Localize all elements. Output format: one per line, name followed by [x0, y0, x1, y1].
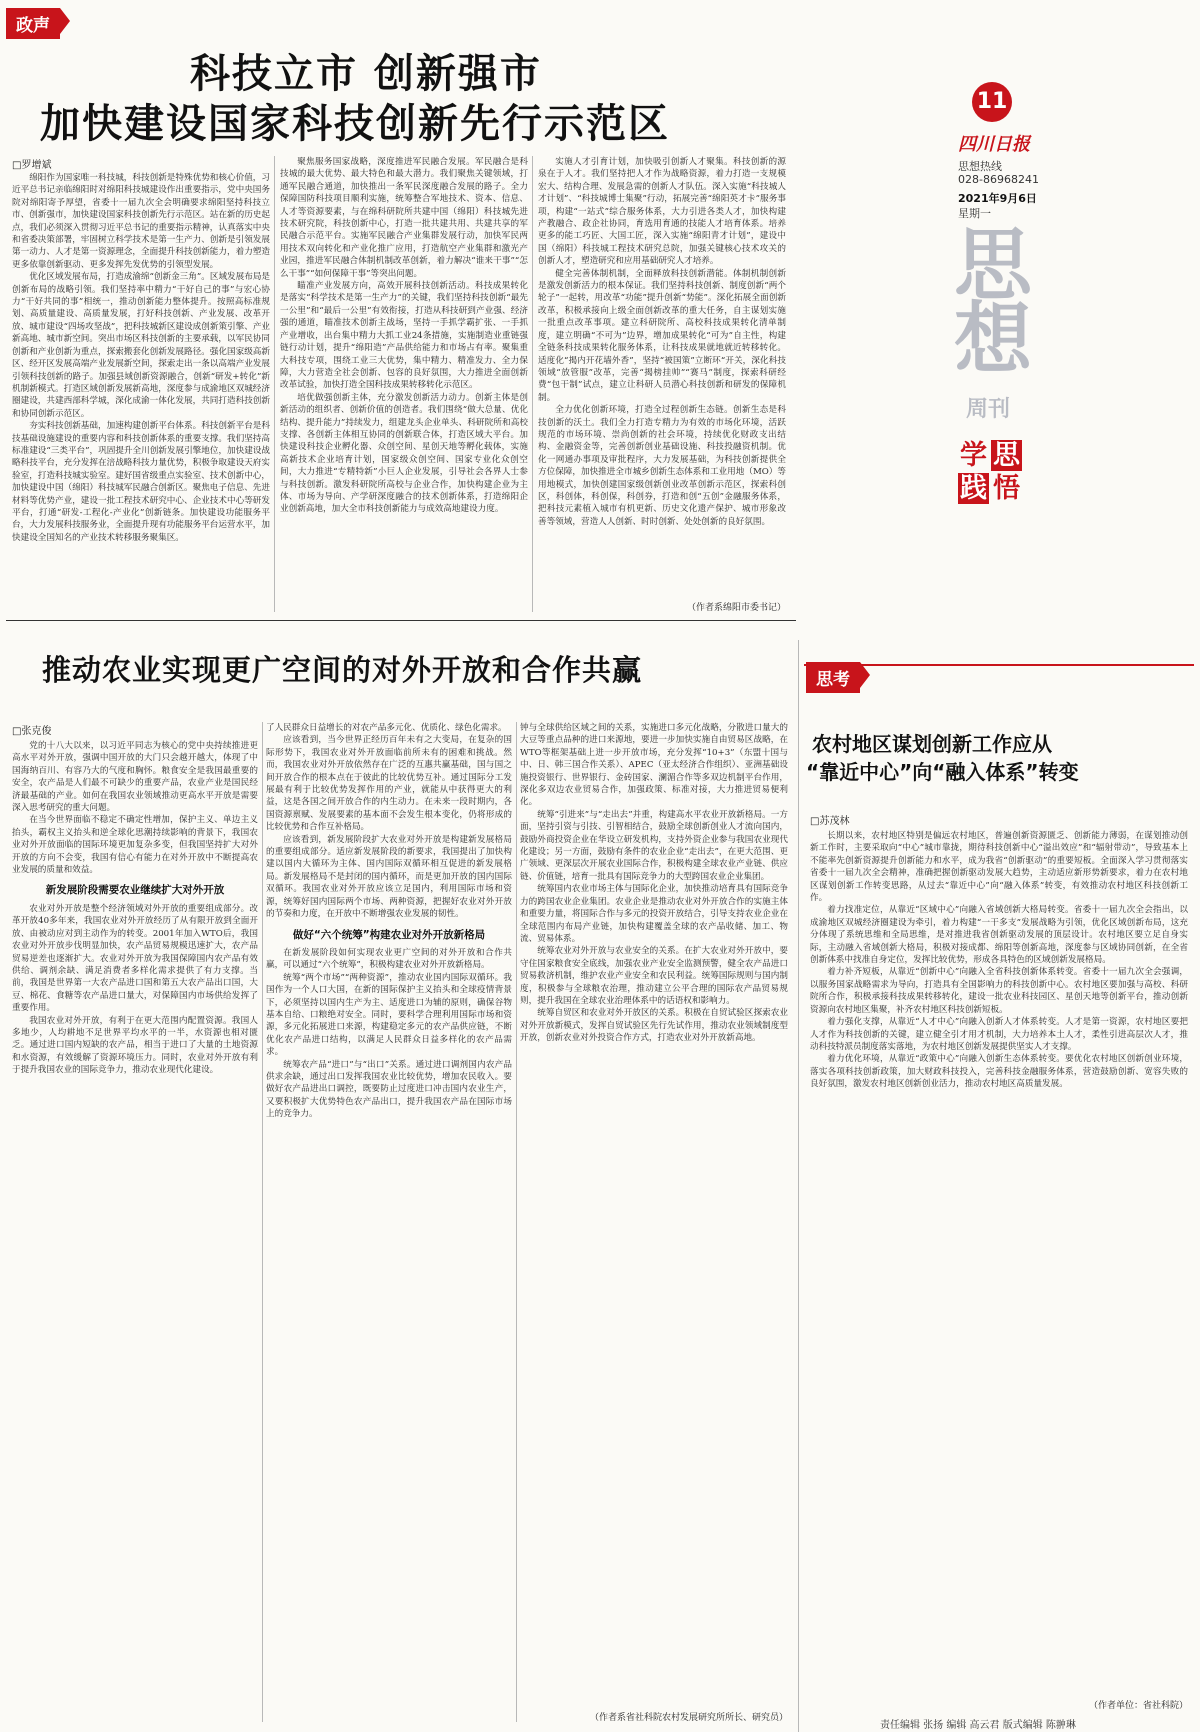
paragraph: 在新发展阶段如何实现农业更广空间的对外开放和合作共赢，可以通过“六个统筹”，积极构建农业对外开放新格局。 — [266, 947, 512, 971]
seal-emblem — [958, 440, 1024, 506]
paragraph: 统筹自贸区和农业对外开放区的关系。积极在自贸试验区探索农业对外开放新模式，发挥自贸试验区先行先试作用，推动农业领域制度型开放，创新农业对外投资合作方式，打造农业对外开放新高地。 — [520, 1008, 788, 1044]
article2-title: 推动农业实现更广空间的对外开放和合作共赢 — [42, 653, 643, 687]
paragraph: 钟与全球供给区域之间的关系，实施进口多元化战略，分散进口量大的大豆等重点品种的进口来源地，要进一步加快实施自由贸易区战略，在WTO等框架基础上进一步开放市场，充分发挥“10+3”（东盟十国与中、日、韩三国合作关系）、APEC（亚太经济合作组织）、亚洲基础设施投资银行、世界银行、金砖国家、澜湄合作等多双边机制平台作用，深化多双边农业贸易合作，加强政策、标准对接，大力推进贸易便利化。 — [520, 723, 788, 808]
section-tag-zhengsheng: 政声 — [6, 8, 60, 39]
article1-column-3 — [538, 156, 786, 596]
column-divider — [516, 722, 517, 1722]
article2-author-note: （作者系省社科院农村发展研究所所长、研究员） — [589, 1713, 788, 1723]
article1-title-line2: 加快建设国家科技创新先行示范区 — [40, 101, 670, 147]
weekly-title-char-2: 想 — [953, 294, 1032, 385]
paragraph: 农业对外开放是整个经济领域对外开放的重要组成部分。改革开放40多年来，我国农业对外开放经历了从有限开放到全面开放、由被动应对到主动作为的转变。2001年加入WTO后，我国农业对外开放步伐明显加快，农产品贸易规模迅速扩大，农产品贸易逆差也逐渐扩大。农业对外开放为我国保障国内农产品有效供给、调剂余缺、满足消费者多样化需求提供了有力支撑。当前，我国是世界第一大农产品进口国和第五大农产品出口国，大豆、棉花、食糖等农产品进口量大，对保障国内市场供给发挥了重要作用。 — [12, 903, 258, 1014]
paragraph: 应该看到，新发展阶段扩大农业对外开放是构建新发展格局的重要组成部分。适应新发展阶段的新要求，我国提出了加快构建以国内大循环为主体、国内国际双循环相互促进的新发展格局。新发展格局不是封闭的国内循环，而是更加开放的国内国际双循环。我国农业对外开放应该立足国内，利用国际市场和资源，统筹好国内国际两个市场、两种资源，把握好农业对外开放的节奏和力度，在开放中不断增强农业发展的韧性。 — [266, 834, 512, 920]
paragraph: 全力优化创新环境，打造全过程创新生态链。创新生态是科技创新的沃土。我们全力打造专精力为有效的市场化环境，活跃规范的市场环境、崇尚创新的社会环境，持续优化财政支出结构、金融资金等，完善创新创业基础设施、科技投融资机制。优化一网通办事项及审批程序，大力发展基础，为科技创新提供全方位保障，加快推进全市城乡创新生态体系和工业用地（MO）等用地模式，加快创建国家级创新创业改革创新示范区，探索科创区，科创体，科创保，科创券，打造和创“五创”金融服务体系，把科技元素植入城市有机更新、历史文化遗产保护、城市形象改善等领域，营造人人创新、时时创新、处处创新的良好氛围。 — [538, 405, 786, 527]
section-divider — [6, 620, 796, 621]
paragraph: 着力找准定位，从靠近“区域中心”向融入省域创新大格局转变。省委十一届九次全会指出，以成渝地区双城经济圈建设为牵引，着力构建“一干多支”发展战略为引领，优化区域创新布局，这充分体现了系统思维和全局思维，是对推进我省创新驱动发展的顶层设计。农村地区要立足自身实际，主动融入省域创新大格局，积极对接成都、绵阳等创新高地，深度参与区域协同创新，在全省创新体系中找准自身定位，发挥比较优势，形成各具特色的区域创新发展格局。 — [810, 905, 1188, 966]
page-number-badge: 11 — [972, 82, 1012, 122]
paragraph: 统筹“两个市场”“两种资源”，推动农业国内国际双循环。我国作为一个人口大国，在新的国际保护主义抬头和全球疫情背景下，必须坚持以国内生产为主、适度进口为辅的原则，确保谷物基本自给、口粮绝对安全。同时，要科学合理利用国际市场和资源，多元化拓展进口来源，构建稳定多元的农产品供应链，不断优化农产品进口结构，以满足人民群众日益多样化的农产品需求。 — [266, 972, 512, 1058]
column-divider — [262, 722, 263, 1722]
article3-column — [810, 830, 1188, 1696]
paragraph: 着力优化环境，从靠近“政策中心”向融入创新生态体系转变。要优化农村地区创新创业环境，落实各项科技创新政策，加大财政科技投入，完善科技金融服务体系，营造鼓励创新、宽容失败的良好氛围，激发农村地区创新创业活力，推动农村地区高质量发展。 — [810, 1054, 1188, 1090]
paragraph: 培优做强创新主体，充分激发创新活力动力。创新主体是创新活动的组织者、创新价值的创造者。我们围绕“做大总量、优化结构、提升能力”持续发力，组建龙头企业单头、科研院所和高校支撑、各创新主体相互协同的创新联合体，打造区域大平台。加快建设科技企业孵化器、众创空间、星创天地等孵化载体，实施高新技术企业培育计划，国家级众创空间、国家专业化众创空间，大力推进“专精特新”小巨人企业发展，引导社会各界人士参与科技创新。激发科研院所高校与企业合作，加快构建企业为主体、市场为导向、产学研深度融合的技术创新体系，打造绵阳企业创新高地，加大全市科技创新能力与成效高地建设力度。 — [280, 392, 528, 515]
subheading: 做好“六个统筹”构建农业对外开放新格局 — [292, 928, 486, 941]
article2-column-2 — [266, 722, 512, 1722]
article1-column-2 — [280, 156, 528, 612]
paragraph: 着力补齐短板，从靠近“创新中心”向融入全省科技创新体系转变。省委十一届九次全会强调，以服务国家战略需求为导向，打造具有全国影响力的科技创新中心。农村地区要加强与高校、科研院所合作，积极承接科技成果转移转化，建设一批农业科技园区、星创天地等创新平台，推动创新资源向农村地区集聚，补齐农村地区科技创新短板。 — [810, 967, 1188, 1015]
paragraph: 统筹国内农业市场主体与国际化企业，加快推动培育具有国际竞争力的跨国农业企业集团。农业企业是推动农业对外开放合作的实施主体和重要力量，将国际合作与多元的投资开放结合，引导支持农业企业在全球范围内布局产业链，加快构建覆盖全球的农产品收储、加工、物流、贸易体系。 — [520, 884, 788, 944]
paragraph: 我国农业对外开放，有利于在更大范围内配置资源。我国人多地少，人均耕地不足世界平均水平的一半，水资源也相对匮乏。通过进口国内短缺的农产品，相当于进口了大量的土地资源和水资源，有效缓解了资源环境压力。同时，农业对外开放有利于提升我国农业的国际竞争力，推动农业现代化建设。 — [12, 1015, 258, 1076]
article1-byline: □罗增斌 — [12, 160, 52, 171]
paragraph: 聚焦服务国家战略，深度推进军民融合发展。军民融合是科技城的最大优势、最大特色和最大潜力。我们聚焦关键领域，打通军民融合通道，加快推出一条军民深度融合发展的路子。全力保障国防科技项目顺利实施，统筹整合军地技术、资本、信息、人才等资源要素，与在绵科研院所共建中国（绵阳）科技城先进技术研究院，科技创新中心，打造一批共建共用、共建共享的军民融合示范平台。实施军民融合产业集群发展行动，加快军民两用技术双向转化和产业化推广应用，打造航空产业集群和激光产业园，推进军民融合体制机制改革创新，着力解决“谁来干事”“怎么干事”“如何保障干事”等突出问题。 — [280, 157, 528, 279]
article2-column-3 — [520, 722, 788, 1706]
article1-title-line1: 科技立市 创新强市 — [190, 51, 542, 97]
column-divider — [532, 156, 533, 612]
paragraph: 应该看到，当今世界正经历百年未有之大变局，在复杂的国际形势下，我国农业对外开放面临前所未有的困难和挑战。然而，我国农业对外开放依然存在广泛的互惠共赢基础，国与国之间开放合作的根本点在于彼此的比较优势互补。通过国际分工发展最有利于比较优势发挥作用的产业，就能从中获得更大的利益，这是各国之间开放合作的内生动力。在未来一段时期内，各国资源禀赋、发展要素的基本面不会发生根本变化，仍将形成的比较优势和合作互补格局。 — [266, 735, 512, 833]
column-divider — [798, 640, 799, 1732]
article1-author-note: （作者系绵阳市委书记） — [686, 603, 786, 613]
paragraph: 着力强化支撑，从靠近“人才中心”向融入创新人才体系转变。人才是第一资源，农村地区要把人才作为科技创新的关键，建立健全引才用才机制，大力培养本土人才，柔性引进高层次人才，推动科技特派员制度落实落地，为农村地区创新发展提供坚实人才支撑。 — [810, 1017, 1188, 1052]
paragraph: 实施人才引育计划，加快吸引创新人才聚集。科技创新的源泉在于人才。我们坚持把人才作为战略资源，着力打造一支规模宏大、结构合理、发展急需的创新人才队伍。深入实施“科技城人才计划”、“科技城博士集聚”行动，拓展完善“绵阳英才卡”服务事项，构建“一站式”综合服务体系，大力引进各类人才，加快构建产教融合、政企社协同，育选用育通的技能人才培育体系。培养更多的能工巧匠、大国工匠，深入实施“绵阳青才计划”，建设中国（绵阳）科技城工程技术研究总院，加强关键核心技术攻关的创新人才，塑造研究和应用基础研究人才培养。 — [538, 157, 786, 267]
weekly-title-char-1: 思 — [953, 220, 1032, 311]
article3-author-note: （作者单位：省社科院） — [1088, 1701, 1188, 1711]
article3-title-line2: “靠近中心”向“融入体系”转变 — [806, 760, 1079, 784]
seal-char: 思 — [993, 440, 1020, 471]
paragraph: 夯实科技创新基础，加速构建创新平台体系。科技创新平台是科技基础设施建设的重要内容和科技创新体系的重要支撑。我们坚持高标准建设“三类平台”，巩固提升全川创新发展引擎地位，加快建设战略科技平台，充分发挥在涪战略科技力量优势，积极争取建设天府实验室，打造科技城实验室。建好国省级重点实验室、技术创新中心，加快建设中国（绵阳）科技城军民融合创新区。聚焦电子信息、先进材料等优势产业，建设一批工程技术研究中心、企业技术中心等研发平台，打通“研发-工程化-产业化”创新链条。加快建设功能服务平台，大力发展科技服务业，全面提升现有功能服务平台运营水平，加快建设全国知名的产业技术转移服务聚集区。 — [12, 421, 270, 543]
paragraph: 长期以来，农村地区特别是偏远农村地区，普遍创新资源匮乏、创新能力薄弱，在谋划推动创新工作时，主要采取向“中心”城市靠拢，期待科技创新中心“溢出效应”和“辐射带动”，导致基本上不能率先创新资源提升创新能力和水平，成为我省“创新驱动”的重要短板。全面深入学习贯彻落实省委十一届九次全会精神，准确把握创新驱动发展大趋势，主动适应新形势新要求，着力在农村地区谋划创新工作转变思路，从过去“靠近中心”向“融入体系”转变，有效推动农村地区科技创新工作。 — [810, 831, 1188, 904]
paper-logo: 四川日报 — [958, 134, 1030, 155]
hotline-number: 028-86968241 — [958, 173, 1039, 186]
paragraph: 健全完善体制机制，全面释放科技创新潜能。体制机制创新是激发创新活力的根本保证。我们坚持科技创新、制度创新“两个轮子”一起转，用改革“功能”提升创新“势能”。深化拓展全面创新改革，积极承接向上级全面创新改革的重大任务，自主谋划实施一批重点改革事项。建立科研院所、高校科技成果转化清单制度，建立明确“不可为”边界，增加成果转化“可为”自主性，构建全链条科技成果转化服务体系，让科技成果就地就近转移转化。适度化“揭内开花墙外香”，坚持“被国策”立断环“开关，深化科技领域“放管服”改革，完善“揭榜挂帅”“赛马”制度，探索科研经费“包干制”试点，建立让科研人员潜心科技创新和研发的保障机制。 — [538, 268, 786, 403]
seal-char: 学 — [960, 440, 987, 471]
paragraph: 了人民群众日益增长的对农产品多元化、优质化、绿色化需求。 — [266, 723, 507, 733]
weekly-label: 周刊 — [966, 397, 1011, 422]
paragraph: 党的十八大以来，以习近平同志为核心的党中央持续推进更高水平对外开放，强调中国开放的大门只会越开越大，体现了中国海纳百川、有容乃大的气度和胸怀。粮食安全是我国最重要的安全，农产品是人们最不可缺少的重要产品，农业产业是国民经济最基础的产业。如何在我国农业领域推动更高水平开放是需要深入思考研究的重大问题。 — [12, 741, 258, 814]
column-divider — [274, 156, 275, 612]
paragraph: 统筹“引进来”与“走出去”并重，构建高水平农业开放新格局。一方面，坚持引资与引技、引智相结合，鼓励全球创新创业人才流向国内，鼓励外商投资企业在华设立研发机构，支持外资企业参与我国农业现代化建设；另一方面，鼓励有条件的农业企业“走出去”，在更大范围、更广领域、更深层次开展农业国际合作，积极构建全球农业产业链、供应链、价值链，培育一批具有国际竞争力的大型跨国农业企业集团。 — [520, 809, 788, 882]
article3-title-line1: 农村地区谋划创新工作应从 — [812, 732, 1052, 756]
seal-char: 践 — [960, 473, 987, 504]
issue-weekday: 星期一 — [958, 207, 991, 220]
issue-date: 2021年9月6日 — [958, 192, 1037, 205]
paragraph: 统筹农业对外开放与农业安全的关系。在扩大农业对外开放中，要守住国家粮食安全底线，加强农业产业安全监测预警，健全农产品进口贸易救济机制，维护农业产业安全和农民利益。统筹国际规则与国内制度，积极参与全球粮农治理，推动建立公平合理的国际农产品贸易规则，提升我国在全球农业治理体系中的话语权和影响力。 — [520, 946, 788, 1006]
subheading: 新发展阶段需要农业继续扩大对外开放 — [45, 884, 225, 897]
paragraph: 在当今世界面临不稳定不确定性增加，保护主义、单边主义抬头，霸权主义抬头和逆全球化思潮持续影响的背景下，我国农业对外开放面临的国际环境更加复杂多变，但我国坚持扩大对外开放的方向不会变，我国有信心有能力在对外开放中不断提高农业发展的质量和效益。 — [12, 815, 258, 876]
hotline-label: 思想热线 — [958, 160, 1002, 173]
seal-char: 悟 — [993, 473, 1020, 504]
paragraph: 瞄准产业发展方向，高效开展科技创新活动。科技成果转化是落实“科学技术是第一生产力”的关键，我们坚持科技创新“最先一公里”和“最后一公里”有效衔接，打造从科技研到产业强、经济强的通道，瞄准技术创新主战场，坚持一手抓学霸扩张、一手抓产业增收，出台集中精力大抓工业24条措施，实施制造业重链强链行动计划，提升“绵阳造”产品供给能力和市场占有率。聚集重大科技专项，围绕工业三大优势，集中精力、精准发力、全力保障，大力营造全社会创新、包容的良好氛围，大力推进全面创新改革试验，加快打造全国科技成果转移转化示范区。 — [280, 281, 528, 391]
paragraph: 优化区域发展布局，打造成渝绵“创新金三角”。区域发展布局是创新布局的战略引领。我们坚持率中精力“干好自己的事”与宏心协力“干好共同的事”相统一，推动创新能力整体提升。按照高标准规划、高质量建设、高质量发展，打好科技创新、产业发展、改革开放、城市建设“四场攻坚战”，把科技城新区建设成创新策引擎、产业新高地、城市新空间。突出市场区科技创新的主要承载，以军民协同创新和产业创新为重点，探索搬套化创新发展路径。强化国家级高新区、经开区发展高端产业发展新空间，探索走出一条以高端产业发展引领科技创新的路子。加强县域创新资源融合，创新“研发+转化”新机制新模式。打造区域创新发展新高地，深度参与成渝地区双城经济圈建设，共建西部科学城，深化成渝一体化发展，共同打造科技创新和协同创新示范区。 — [12, 272, 270, 419]
article3-byline: □苏茂林 — [810, 816, 850, 827]
paragraph: 统筹农产品“进口”与“出口”关系。通过进口调剂国内农产品供求余缺，通过出口发挥我国农业比较优势，增加农民收入。要做好农产品进出口调控，既要防止过度进口冲击国内农业生产，又要积极扩大优势特色农产品出口，提升我国农产品在国际市场上的竞争力。 — [266, 1059, 512, 1120]
section-tag-sikao: 思考 — [806, 662, 860, 693]
article2-column-1 — [12, 740, 258, 1720]
paragraph: 绵阳作为国家唯一科技城，科技创新是特殊优势和核心价值，习近平总书记亲临绵阳时对绵阳科技城建设作出重要指示，党中央国务院对绵阳寄予厚望，省委十一届九次全会明确要求绵阳坚持科技立市、创新强市，加快建设国家科技创新先行示范区。站在新的历史起点，我们必须深入贯彻习近平总书记的重要指示精神，认真落实中央和省委决策部署，牢固树立科学技术是第一生产力、创新是引领发展第一动力、人才是第一资源理念，全面提升科技创新能力，着力塑造更多依靠创新驱动、更多发挥先发优势的引领型发展。 — [12, 173, 270, 270]
editor-credits: 责任编辑 张扬 编辑 高云君 版式编辑 陈翀琳 — [880, 1720, 1076, 1731]
article2-byline: □张克俊 — [12, 726, 52, 737]
article1-column-1 — [12, 172, 270, 612]
